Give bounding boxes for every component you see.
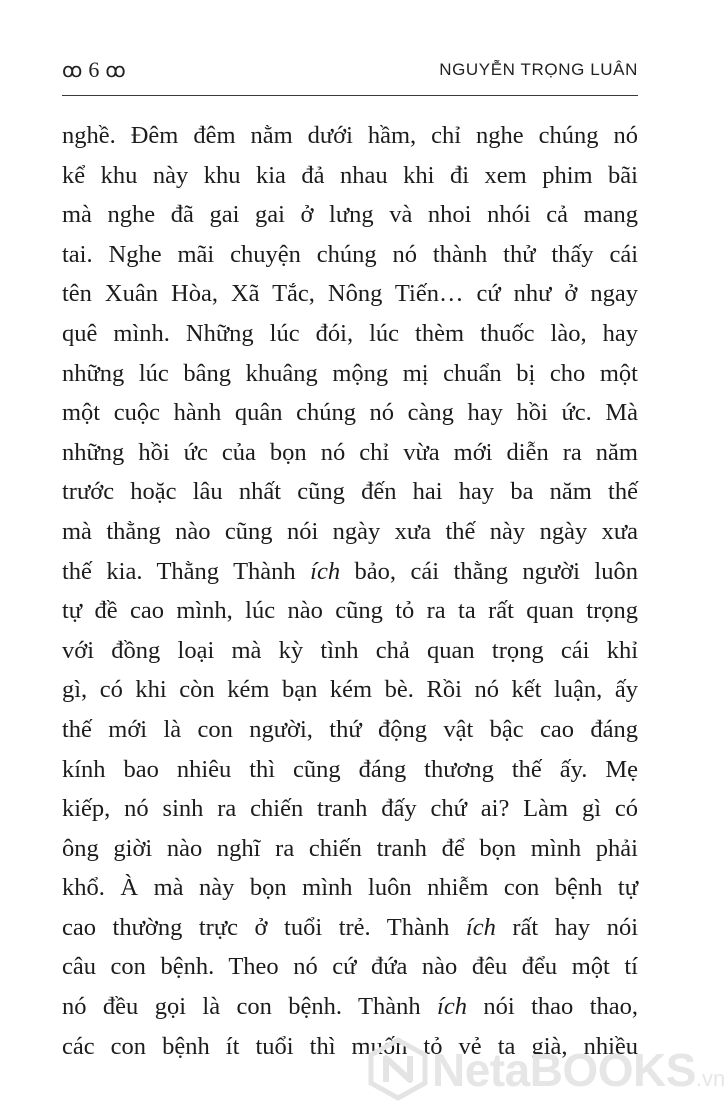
text-segment: thế kia. Thằng Thành: [62, 557, 311, 585]
text-line: [62, 393, 638, 433]
text-line: [62, 512, 638, 552]
text-segment: kính bao nhiêu thì cũng đáng thương thế ấy. Mẹ: [62, 755, 638, 783]
text-line: [62, 987, 638, 1027]
text-segment: tai. Nghe mãi chuyện chúng nó thành thử thấy cái: [62, 240, 638, 268]
italic-text: ích: [310, 557, 341, 585]
text-line: [62, 710, 638, 750]
text-segment: ông giời nào nghĩ ra chiến tranh để bọn mình phải: [62, 834, 638, 862]
text-segment: kiếp, nó sinh ra chiến tranh đấy chứ ai? Làm gì có: [62, 795, 638, 823]
text-line: [62, 789, 638, 829]
left-ornament: ꝏ: [62, 60, 83, 82]
right-ornament: ꝏ: [105, 60, 126, 82]
text-segment: nói thao thao,: [466, 993, 639, 1021]
text-segment: các con bệnh ít tuổi thì muốn tỏ vẻ ta già, nhiều: [62, 1032, 638, 1060]
page-header: [62, 55, 638, 96]
body-text: [62, 116, 638, 1066]
text-line: [62, 868, 638, 908]
watermark-brand: NetaBOOKS: [432, 1044, 696, 1096]
text-segment: câu con bệnh. Theo nó cứ đứa nào đêu đểu một tí: [62, 953, 638, 981]
watermark: [368, 1034, 725, 1108]
text-segment: những hồi ức của bọn nó chỉ vừa mới diễn ra năm: [62, 438, 638, 466]
watermark-tld: .vn: [695, 1066, 725, 1091]
text-line: [62, 156, 638, 196]
text-line: [62, 354, 638, 394]
page-number-block: [62, 57, 126, 83]
text-line: [62, 116, 638, 156]
text-segment: thế mới là con người, thứ động vật bậc cao đáng: [62, 715, 638, 743]
text-segment: trước hoặc lâu nhất cũng đến hai hay ba năm thế: [62, 478, 638, 506]
text-line: [62, 552, 638, 592]
text-line: [62, 947, 638, 987]
text-line: [62, 235, 638, 275]
italic-text: ích: [465, 913, 496, 941]
text-segment: tên Xuân Hòa, Xã Tắc, Nông Tiến… cứ như ở ngay: [62, 280, 638, 308]
page-number: 6: [88, 57, 100, 82]
text-segment: nó đều gọi là con bệnh. Thành: [62, 993, 438, 1021]
text-segment: quê mình. Những lúc đói, lúc thèm thuốc lào, hay: [62, 319, 638, 347]
text-line: [62, 274, 638, 314]
text-line: [62, 750, 638, 790]
text-line: [62, 195, 638, 235]
running-head-author: NGUYỄN TRỌNG LUÂN: [439, 60, 638, 79]
text-segment: với đồng loại mà kỳ tình chả quan trọng cái khỉ: [62, 636, 638, 664]
text-segment: kể khu này khu kia đả nhau khi đi xem phim bãi: [62, 161, 638, 189]
neta-logo-icon: [368, 1038, 428, 1100]
watermark-text: [432, 1042, 725, 1107]
text-segment: mà thằng nào cũng nói ngày xưa thế này ngày xưa: [62, 517, 638, 545]
text-segment: tự đề cao mình, lúc nào cũng tỏ ra ta rất quan trọng: [62, 597, 638, 625]
text-line: [62, 670, 638, 710]
text-segment: bảo, cái thằng người luôn: [340, 557, 638, 585]
italic-text: ích: [437, 993, 467, 1021]
text-segment: nghề. Đêm đêm nằm dưới hầm, chỉ nghe chúng nó: [62, 122, 638, 149]
text-line: [62, 314, 638, 354]
text-segment: những lúc bâng khuâng mộng mị chuẩn bị cho một: [62, 359, 638, 387]
text-line: [62, 472, 638, 512]
text-segment: gì, có khi còn kém bạn kém bè. Rồi nó kết luận, ấy: [62, 676, 638, 704]
text-segment: cao thường trực ở tuổi trẻ. Thành: [62, 913, 466, 941]
text-segment: rất hay nói: [495, 913, 638, 941]
text-line: [62, 591, 638, 631]
text-line: [62, 433, 638, 473]
text-line: [62, 631, 638, 671]
text-line: [62, 908, 638, 948]
text-segment: một cuộc hành quân chúng nó càng hay hồi ức. Mà: [62, 399, 638, 427]
text-segment: khổ. À mà này bọn mình luôn nhiễm con bệnh tự: [62, 874, 638, 902]
text-segment: mà nghe đã gai gai ở lưng và nhoi nhói cả mang: [62, 201, 638, 229]
text-line: [62, 829, 638, 869]
